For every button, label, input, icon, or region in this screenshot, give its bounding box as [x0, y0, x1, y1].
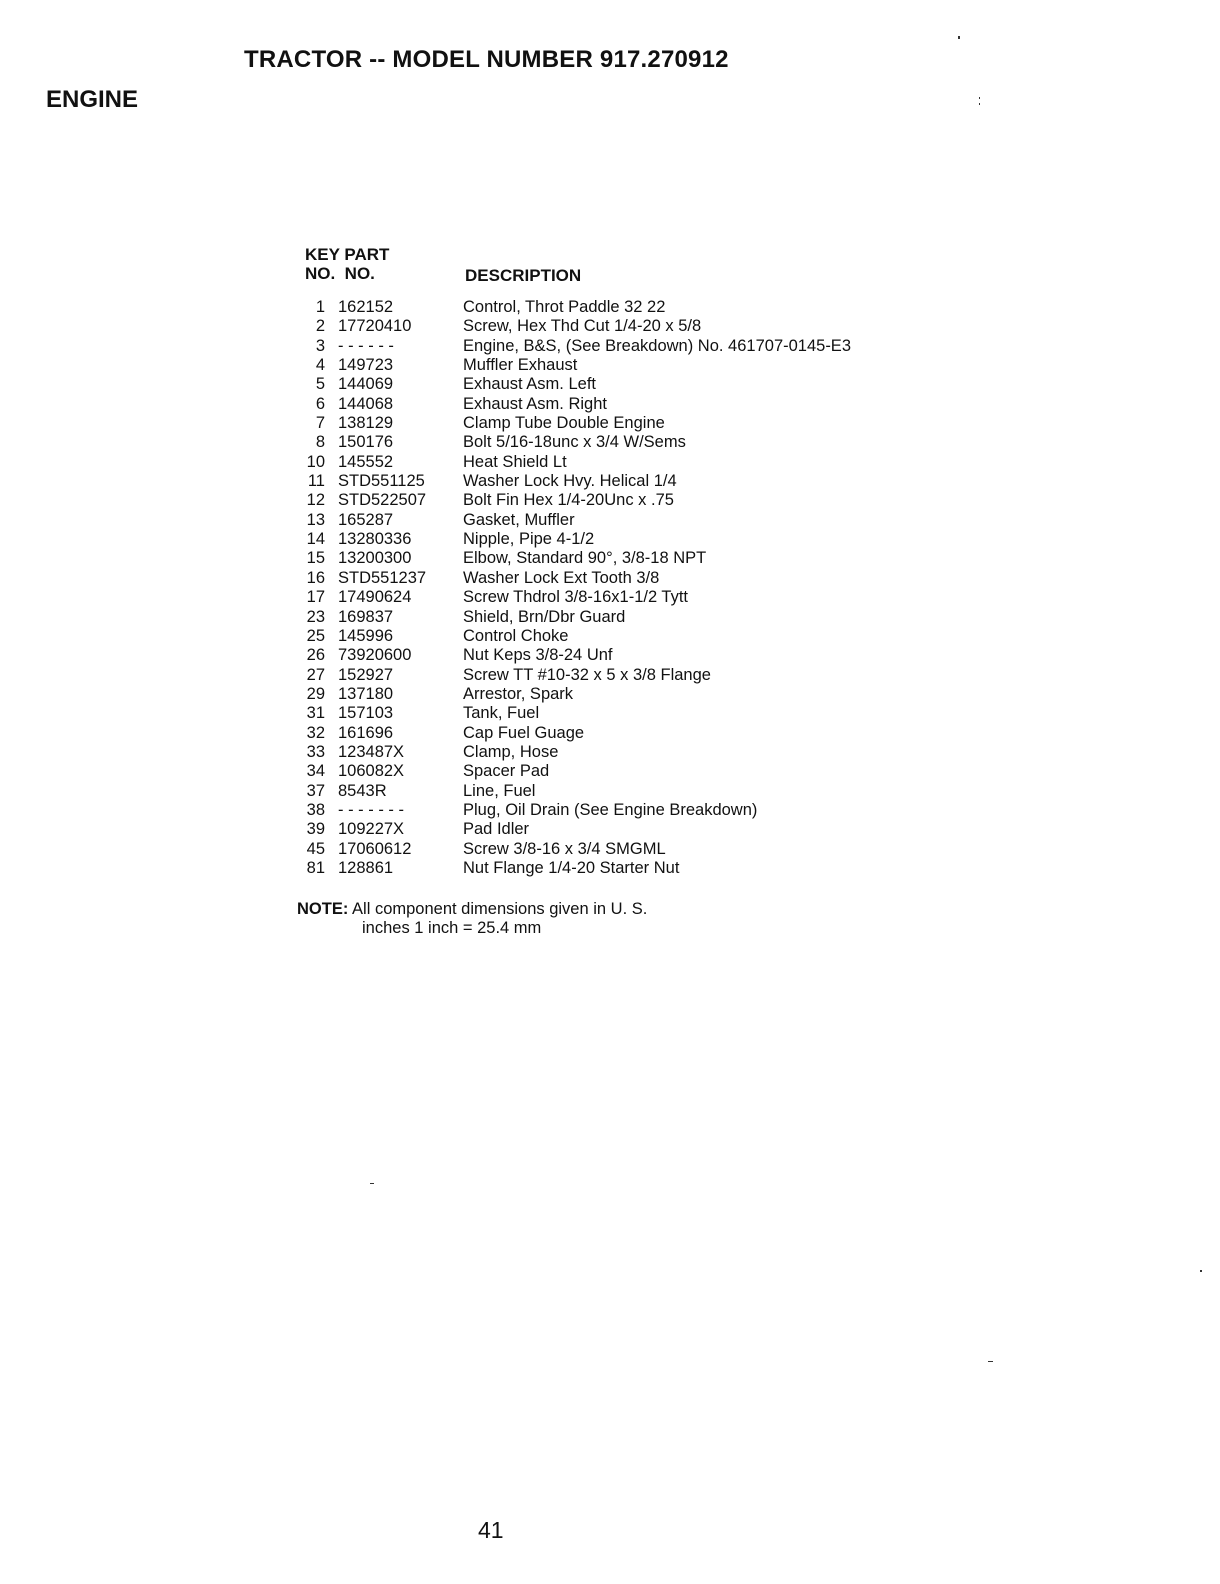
table-row	[297, 666, 937, 685]
part-description: Arrestor, Spark	[463, 684, 574, 703]
part-description: Heat Shield Lt	[463, 452, 567, 471]
key-number: 10	[306, 452, 325, 471]
table-row	[297, 859, 937, 878]
part-number: 161696	[338, 723, 394, 742]
part-description: Pad Idler	[463, 820, 530, 839]
part-number: STD551125	[338, 472, 425, 491]
key-number: 38	[306, 800, 325, 819]
note-text-line2: inches 1 inch = 25.4 mm	[362, 919, 542, 937]
part-description: Spacer Pad	[463, 762, 550, 781]
part-description: Plug, Oil Drain (See Engine Breakdown)	[463, 800, 758, 819]
part-description: Control, Throt Paddle 32 22	[463, 298, 666, 316]
part-description: Bolt Fin Hex 1/4-20Unc x .75	[463, 491, 674, 510]
key-number: 5	[315, 375, 325, 394]
part-number: 8543R	[338, 781, 387, 800]
table-row	[297, 646, 937, 665]
table-row	[297, 801, 937, 820]
scan-speck	[958, 36, 960, 39]
part-description: Engine, B&S, (See Breakdown) No. 461707-0145-E3	[463, 336, 851, 355]
key-number: 45	[306, 839, 325, 858]
scan-speck	[979, 103, 980, 105]
table-row	[297, 762, 937, 781]
part-description: Nut Keps 3/8-24 Unf	[463, 646, 613, 665]
part-number: 17060612	[338, 839, 412, 858]
key-number: 33	[306, 742, 325, 761]
key-number: 37	[306, 781, 325, 800]
part-number: 13200300	[338, 549, 412, 568]
part-number: 17490624	[338, 588, 412, 607]
part-number: 145996	[338, 626, 394, 645]
table-row	[297, 414, 937, 433]
table-row	[297, 685, 937, 704]
key-number: 11	[307, 472, 325, 491]
page-number: 41	[478, 1517, 504, 1543]
part-description: Bolt 5/16-18unc x 3/4 W/Sems	[463, 433, 686, 452]
table-row	[297, 608, 937, 627]
section-heading: ENGINE	[46, 86, 139, 113]
part-number: - - - - - - -	[338, 800, 404, 819]
key-number: 31	[306, 704, 325, 723]
table-row	[297, 704, 937, 723]
part-number: STD551237	[338, 568, 427, 587]
table-row	[297, 820, 937, 839]
part-description: Nipple, Pipe 4-1/2	[463, 530, 595, 549]
key-number: 81	[306, 858, 325, 877]
key-number: 27	[306, 665, 325, 684]
part-description: Nut Flange 1/4-20 Starter Nut	[463, 858, 680, 877]
table-row	[297, 375, 937, 394]
parts-list	[297, 298, 937, 878]
table-row	[297, 472, 937, 491]
table-row	[297, 743, 937, 762]
part-number: 109227X	[338, 820, 405, 839]
table-row	[297, 511, 937, 530]
part-number: 123487X	[338, 742, 405, 761]
part-description: Line, Fuel	[463, 781, 536, 800]
part-number: 17720410	[338, 317, 412, 336]
table-row	[297, 569, 937, 588]
key-number: 39	[306, 820, 325, 839]
part-number: - - - - - -	[338, 336, 394, 355]
key-number: 7	[315, 414, 325, 433]
column-header-no: NO. NO.	[305, 264, 375, 283]
table-row	[297, 453, 937, 472]
part-description: Muffler Exhaust	[463, 356, 578, 375]
part-number: 152927	[338, 665, 394, 684]
key-number: 12	[306, 491, 325, 510]
note-label: NOTE:	[297, 900, 349, 918]
part-number: 157103	[338, 704, 394, 723]
part-description: Clamp Tube Double Engine	[463, 414, 665, 433]
table-row	[297, 724, 937, 743]
key-number: 16	[306, 568, 325, 587]
part-description: Gasket, Muffler	[463, 510, 575, 529]
key-number: 8	[315, 433, 325, 452]
part-number: 128861	[338, 858, 394, 877]
part-number: 13280336	[338, 530, 412, 549]
key-number: 23	[306, 607, 325, 626]
table-row	[297, 782, 937, 801]
part-number: 149723	[338, 356, 394, 375]
table-row	[297, 433, 937, 452]
column-header-description: DESCRIPTION	[465, 266, 582, 285]
scan-speck	[370, 1183, 374, 1184]
key-number: 14	[306, 530, 325, 549]
part-description: Cap Fuel Guage	[463, 723, 585, 742]
part-number: 162152	[338, 298, 394, 316]
key-number: 25	[306, 626, 325, 645]
part-number: 145552	[338, 452, 394, 471]
table-row	[297, 588, 937, 607]
part-description: Screw TT #10-32 x 5 x 3/8 Flange	[463, 665, 711, 684]
part-number: 165287	[338, 510, 394, 529]
part-number: 73920600	[338, 646, 412, 665]
table-row	[297, 549, 937, 568]
part-description: Clamp, Hose	[463, 742, 559, 761]
key-number: 32	[306, 723, 325, 742]
part-description: Elbow, Standard 90°, 3/8-18 NPT	[463, 549, 707, 568]
key-number: 6	[315, 394, 325, 413]
part-number: 144069	[338, 375, 394, 394]
part-description: Shield, Brn/Dbr Guard	[463, 607, 626, 626]
scan-speck	[1200, 1270, 1202, 1272]
table-row	[297, 627, 937, 646]
column-header-key-part: KEY PART	[305, 245, 390, 264]
part-number: 138129	[338, 414, 394, 433]
part-description: Washer Lock Ext Tooth 3/8	[463, 568, 660, 587]
part-number: 144068	[338, 394, 394, 413]
part-description: Control Choke	[463, 626, 569, 645]
key-number: 3	[315, 336, 325, 355]
part-description: Tank, Fuel	[463, 704, 540, 723]
part-number: STD522507	[338, 491, 427, 510]
key-number: 29	[306, 684, 325, 703]
key-number: 2	[315, 317, 325, 336]
table-row	[297, 298, 937, 317]
key-number: 26	[306, 646, 325, 665]
part-description: Screw Thdrol 3/8-16x1-1/2 Tytt	[463, 588, 688, 607]
scan-speck	[979, 97, 980, 99]
key-number: 13	[306, 510, 325, 529]
part-description: Exhaust Asm. Left	[463, 375, 596, 394]
key-number: 34	[306, 762, 325, 781]
table-row	[297, 395, 937, 414]
table-row	[297, 356, 937, 375]
note	[297, 900, 797, 938]
note-text-line1: All component dimensions given in U. S.	[352, 900, 648, 918]
part-description: Screw, Hex Thd Cut 1/4-20 x 5/8	[463, 317, 702, 336]
table-row	[297, 317, 937, 336]
table-row	[297, 840, 937, 859]
page-title: TRACTOR -- MODEL NUMBER 917.270912	[244, 46, 729, 73]
key-number: 1	[315, 298, 325, 316]
part-description: Screw 3/8-16 x 3/4 SMGML	[463, 839, 666, 858]
scan-speck	[988, 1361, 993, 1362]
key-number: 4	[315, 356, 325, 375]
part-number: 137180	[338, 684, 394, 703]
table-row	[297, 491, 937, 510]
key-number: 17	[306, 588, 325, 607]
key-number: 15	[306, 549, 325, 568]
part-number: 150176	[338, 433, 394, 452]
table-row	[297, 337, 937, 356]
part-number: 169837	[338, 607, 394, 626]
part-number: 106082X	[338, 762, 405, 781]
part-description: Washer Lock Hvy. Helical 1/4	[463, 472, 677, 491]
table-row	[297, 530, 937, 549]
part-description: Exhaust Asm. Right	[463, 394, 607, 413]
